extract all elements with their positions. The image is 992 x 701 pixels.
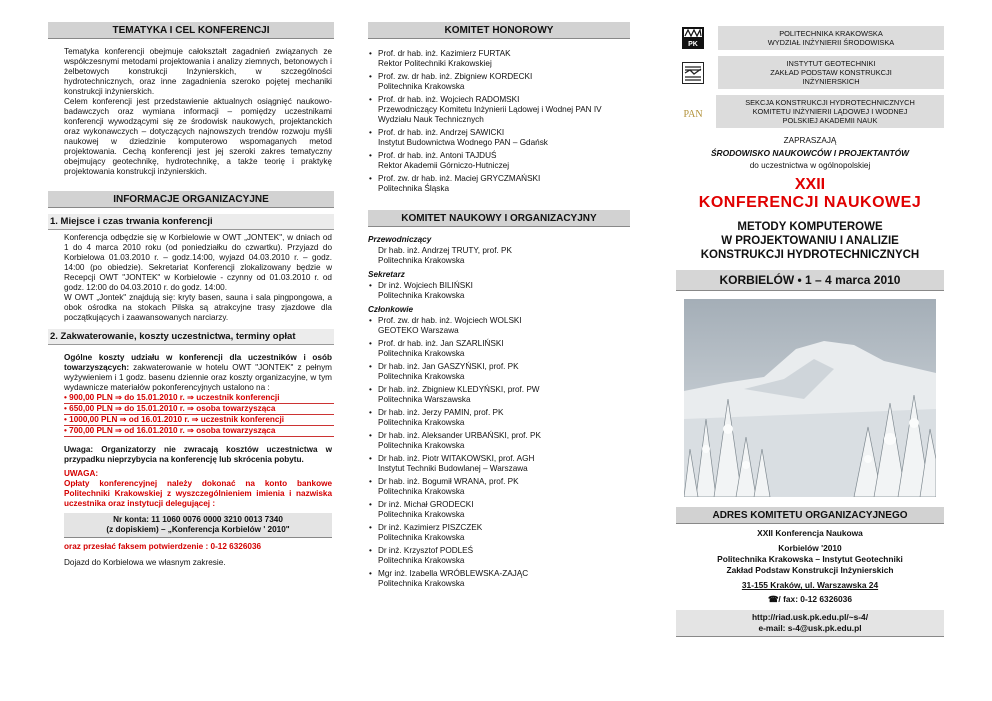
section-header-organizational: INFORMACJE ORGANIZACYJNE — [48, 191, 334, 208]
org-pan: SEKCJA KONSTRUKCJI HYDROTECHNICZNYCH KOMITETU INŻYNIERII LĄDOWEJ I WODNEJ POLSKIEJ AKADEMII NAUK — [716, 95, 944, 128]
bank-account: Nr konta: 11 1060 0076 0000 3210 0013 7340 — [113, 515, 283, 524]
list-item: • Dr hab. inż. Jan GASZYŃSKI, prof. PK Politechnika Krakowska — [368, 362, 630, 382]
price-list — [48, 393, 334, 437]
contact-box — [676, 610, 944, 637]
pk-logo-icon — [682, 27, 704, 49]
list-item: • Prof. zw. dr hab. inż. Zbigniew KORDECKI Politechnika Krakowska — [368, 72, 630, 92]
conference-subtitle-2: W PROJEKTOWANIU I ANALIZIE — [721, 235, 899, 247]
address-line: Zakład Podstaw Konstrukcji Inżynierskich — [726, 565, 894, 575]
list-item: • Prof. dr hab. inż. Wojciech RADOMSKI Przewodniczący Komitetu Inżynierii Lądowej i Wodnej PAN IV Wydziału Nauk Technicznych — [368, 95, 630, 125]
date-place-banner: KORBIELÓW • 1 – 4 marca 2010 — [676, 270, 944, 291]
conference-title: KONFERENCJI NAUKOWEJ — [698, 194, 922, 211]
list-item: • Dr inż. Kazimierz PISZCZEK Politechnika Krakowska — [368, 523, 630, 543]
members-list — [368, 316, 630, 589]
street-address: 31-155 Kraków, ul. Warszawska 24 — [741, 580, 879, 590]
section-header-honorary: KOMITET HONOROWY — [368, 22, 630, 39]
org-pk: POLITECHNIKA KRAKOWSKA WYDZIAŁ INŻYNIERII ŚRODOWISKA — [718, 26, 944, 50]
list-item: • Dr hab. inż. Jerzy PAMIN, prof. PK Politechnika Krakowska — [368, 408, 630, 428]
honorary-committee-list — [368, 49, 630, 194]
org-row-geotech — [676, 56, 944, 89]
section-header-scientific: KOMITET NAUKOWY I ORGANIZACYJNY — [368, 210, 630, 227]
subsection-title-place: 1. Miejsce i czas trwania konferencji — [48, 214, 334, 230]
list-item: • Dr inż. Krzysztof PODLEŚ Politechnika Krakowska — [368, 546, 630, 566]
conference-subtitle-3: KONSTRUKCJI HYDROTECHNICZNYCH — [700, 249, 920, 261]
invite-line-3: do uczestnictwa w ogólnopolskiej — [749, 161, 871, 170]
pan-logo-icon — [680, 101, 706, 123]
uwaga-title: UWAGA: — [64, 469, 99, 478]
place-paragraph-1: Konferencja odbędzie się w Korbielowie w OWT „JONTEK", w dniach od 1 do 4 marca 2010 roku (od poniedziałku do czwartku). Przyjazd do Korbielowa 01.03.2010 r. – godz.14:00, wyjazd 04.03.2010 r. – godz. 14:00 (po obiedzie). Sekretariat Konferencji zlokalizowany będzie w Recepcji OWT "JONTEK" w Korbielowie - czynny od 01.03.2010 r. od godz. 12:00 do 04.03.2010 r. do godz. 14:00. — [64, 233, 332, 292]
address-header: ADRES KOMITETU ORGANIZACYJNEGO — [676, 507, 944, 524]
invite-line-2: ŚRODOWISKO NAUKOWCÓW I PROJEKTANTÓW — [710, 148, 910, 158]
email-link[interactable]: e-mail: s-4@usk.pk.edu.pl — [758, 623, 862, 633]
arrival-note: Dojazd do Korbielowa we własnym zakresie. — [64, 558, 226, 567]
list-item: • Prof. dr hab. inż. Kazimierz FURTAK Rektor Politechniki Krakowskiej — [368, 49, 630, 69]
list-item: • Mgr inż. Izabella WRÓBLEWSKA-ZAJĄC Politechnika Krakowska — [368, 569, 630, 589]
chair-affiliation: Politechnika Krakowska — [378, 256, 465, 265]
price-item: • 700,00 PLN ⇒ od 16.01.2010 r. ⇒ osoba towarzysząca — [64, 426, 334, 437]
svg-text:PK: PK — [688, 41, 698, 48]
costs-lead: Ogólne koszty udziału w konferencji dla uczestników i osób towarzyszących: — [64, 353, 332, 372]
org-geotech: INSTYTUT GEOTECHNIKI ZAKŁAD PODSTAW KONSTRUKCJI INŻYNIERSKICH — [718, 56, 944, 89]
mountain-photo — [684, 299, 936, 497]
place-paragraph-2: W OWT „Jontek" znajdują się: kryty basen, sauna i sala pingpongowa, a obok ośrodka na stokach Pilska są atrakcyjne trasy zjazdowe dla początkujących i zaawansowanych narciarzy. — [64, 293, 332, 322]
right-panel — [676, 0, 944, 701]
section-header-topic: TEMATYKA I CEL KONFERENCJI — [48, 22, 334, 39]
list-item: • Dr inż. Wojciech BILIŃSKI Politechnika Krakowska — [368, 281, 630, 301]
uwaga-text: Opłaty konferencyjnej należy dokonać na konto bankowe Politechniki Krakowskiej z wyszczególnieniem imienia i nazwiska uczestnika oraz instytucji delegującej : — [64, 479, 332, 508]
phone-fax: ☎/ fax: 0-12 6326036 — [768, 594, 852, 604]
secretary-label: Sekretarz — [368, 270, 405, 279]
left-panel — [48, 0, 334, 701]
bank-account-box — [64, 513, 332, 538]
conference-number: XXII — [794, 176, 826, 193]
costs-paragraph — [64, 353, 332, 393]
fax-confirmation: oraz przesłać faksem potwierdzenie : 0-12 6326036 — [64, 542, 262, 551]
list-item: • Prof. dr hab. inż. Jan SZARLIŃSKI Politechnika Krakowska — [368, 339, 630, 359]
list-item: • Prof. zw. dr hab. inż. Maciej GRYCZMAŃSKI Politechnika Śląska — [368, 174, 630, 194]
refund-note: Uwaga: Organizatorzy nie zwracają kosztów uczestnictwa w przypadku nieprzybycia na konferencję lub skrócenia pobytu. — [64, 445, 332, 464]
address-block — [676, 528, 944, 605]
list-item: • Prof. zw. dr hab. inż. Wojciech WOLSKI GEOTEKO Warszawa — [368, 316, 630, 336]
chair-name: Dr hab. inż. Andrzej TRUTY, prof. PK — [378, 246, 512, 255]
list-item: • Dr hab. inż. Piotr WITAKOWSKI, prof. AGH Instytut Techniki Budowlanej – Warszawa — [368, 454, 630, 474]
topic-paragraph-2: Celem konferencji jest przedstawienie aktualnych osiągnięć naukowo-badawczych oraz wymiana informacji – pomiędzy uczestnikami konferencji wywodzącymi się ze środowisk naukowych, projektanckich oraz wykonawczych – dotyczących najnowszych trendów rozwoju myśli naukowej w dziedzinie komputerowo wspomaganych metod projektowania. Cechą konferencji jest jej szeroki zakres tematyczny obejmujący geotechnikę, hydrotechnikę, a także teorię i praktykę projektowania konstrukcji inżynierskich. — [64, 97, 332, 176]
chair-label: Przewodniczący — [368, 235, 432, 244]
price-item: • 900,00 PLN ⇒ do 15.01.2010 r. ⇒ uczestnik konferencji — [64, 393, 334, 404]
list-item: • Prof. dr hab. inż. Andrzej SAWICKI Instytut Budownictwa Wodnego PAN – Gdańsk — [368, 128, 630, 148]
address-line: Korbielów '2010 — [778, 543, 842, 553]
list-item: • Prof. dr hab. inż. Antoni TAJDUŚ Rektor Akademii Górniczo-Hutniczej — [368, 151, 630, 171]
website-link[interactable]: http://riad.usk.pk.edu.pl/~s-4/ — [751, 612, 869, 622]
secretary-list — [368, 281, 630, 301]
address-line: XXII Konferencja Naukowa — [757, 528, 863, 538]
invite-line-1: ZAPRASZAJĄ — [783, 136, 837, 145]
subsection-title-costs: 2. Zakwaterowanie, koszty uczestnictwa, terminy opłat — [48, 329, 334, 345]
org-row-pan — [676, 95, 944, 128]
costs-text: zakwaterowanie w hotelu OWT "JONTEK" z pełnym wyżywieniem i 1 godz. basenu dziennie oraz koszty organizacyjne, w tym wydawnicze materiałów pokonferencyjnych ustalono na : — [64, 363, 332, 392]
price-item: • 650,00 PLN ⇒ do 15.01.2010 r. ⇒ osoba towarzysząca — [64, 404, 334, 415]
list-item: • Dr hab. inż. Zbigniew KLEDYŃSKI, prof. PW Politechnika Warszawska — [368, 385, 630, 405]
price-item: • 1000,00 PLN ⇒ od 16.01.2010 r. ⇒ uczestnik konferencji — [64, 415, 334, 426]
list-item: • Dr inż. Michał GRODECKI Politechnika Krakowska — [368, 500, 630, 520]
bank-account-note: (z dopiskiem) – „Konferencja Korbielów ' 2010" — [106, 525, 290, 534]
conference-subtitle-1: METODY KOMPUTEROWE — [737, 221, 883, 233]
svg-text:PAN: PAN — [683, 108, 703, 120]
geotechnics-logo-icon — [682, 62, 704, 84]
members-label: Członkowie — [368, 305, 414, 314]
list-item: • Dr hab. inż. Aleksander URBAŃSKI, prof. PK Politechnika Krakowska — [368, 431, 630, 451]
org-row-pk — [676, 26, 944, 50]
list-item: • Dr hab. inż. Bogumił WRANA, prof. PK Politechnika Krakowska — [368, 477, 630, 497]
topic-paragraph-1: Tematyka konferencji obejmuje całokształt zagadnień związanych ze współczesnymi metodami projektowania i analizy ziemnych, betonowych i żelbetowych konstrukcji Inżynierskich, w szczególności hydrotechnicznych, oraz inne zagadnienia szeroko pojętej mechaniki konstrukcji inżynierskich. — [64, 47, 332, 96]
address-line: Politechnika Krakowska – Instytut Geotechniki — [717, 554, 903, 564]
middle-panel — [368, 0, 630, 701]
